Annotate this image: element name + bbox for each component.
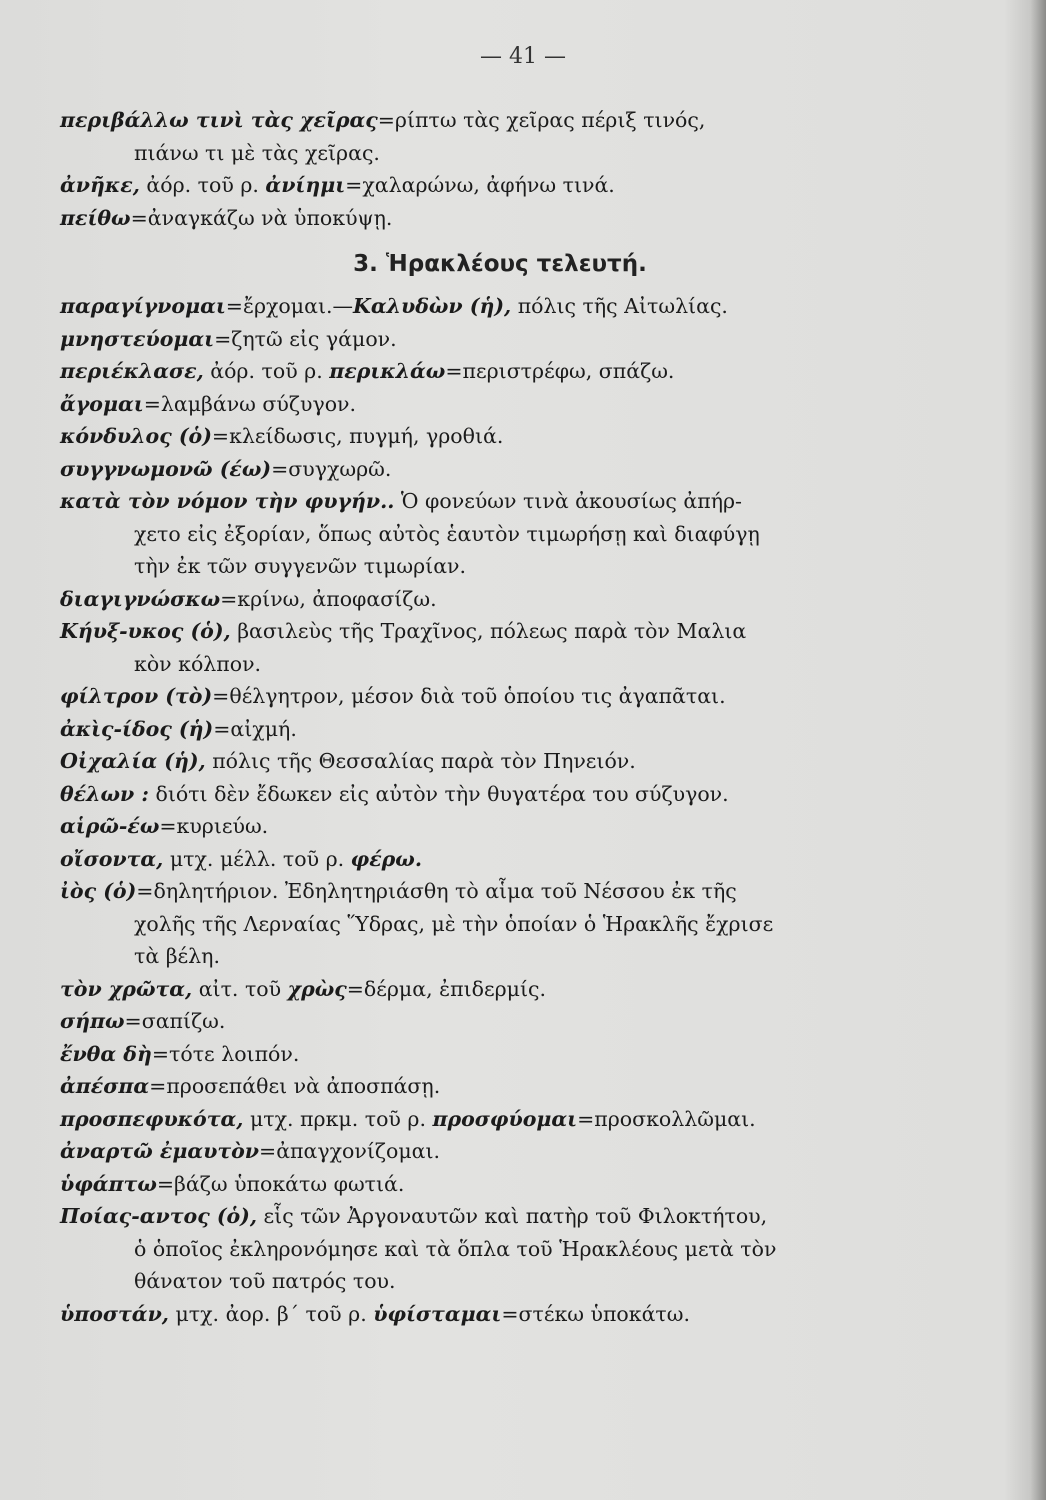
glossary-line: [60, 518, 940, 551]
definition: μτχ. μέλλ. τοῦ ρ.: [163, 846, 351, 871]
term: ἰὸς (ὁ): [60, 879, 137, 903]
glossary-line: [60, 843, 940, 876]
definition: τὴν ἐκ τῶν συγγενῶν τιμωρίαν.: [134, 554, 467, 578]
term: πείθω: [60, 205, 131, 230]
section-title: 3. Ἡρακλέους τελευτή.: [353, 251, 647, 277]
glossary-line: [60, 875, 940, 908]
term: μνηστεύομαι: [60, 326, 215, 351]
glossary-line: [60, 648, 940, 681]
definition: μτχ. πρκμ. τοῦ ρ.: [243, 1106, 433, 1131]
glossary-line: [60, 388, 940, 421]
term: θέλων :: [60, 781, 149, 806]
term: προσφύομαι: [432, 1106, 578, 1131]
definition: =ρίπτω τὰς χεῖρας πέριξ τινός,: [377, 108, 706, 132]
glossary-line: [60, 908, 940, 941]
term: ἄγομαι: [60, 391, 144, 416]
definition: =περιστρέφω, σπάζω.: [445, 359, 675, 383]
definition: διότι δὲν ἔδωκεν εἰς αὐτὸν τὴν θυγατέρα του σύζυγον.: [148, 781, 729, 806]
definition: πόλις τῆς Θεσσαλίας παρὰ τὸν Πηνειόν.: [205, 749, 636, 773]
term: ἀκὶς-ίδος (ἡ): [60, 716, 214, 741]
glossary-line: [60, 420, 940, 453]
glossary-line: [60, 453, 940, 486]
definition: =κυριεύω.: [159, 814, 269, 838]
term: φίλτρον (τὸ): [60, 684, 213, 708]
definition: μτχ. ἀορ. β΄ τοῦ ρ.: [168, 1301, 374, 1326]
term: ἀνῆκε,: [60, 173, 140, 197]
definition: =ζητῶ εἰς γάμον.: [214, 326, 397, 351]
definition: κὸν κόλπον.: [134, 651, 262, 676]
glossary-line: [60, 1265, 940, 1298]
glossary-line: [60, 104, 940, 137]
term: οἴσοντα,: [60, 846, 164, 871]
glossary-line: [60, 355, 940, 388]
definition: =κρίνω, ἀποφασίζω.: [220, 586, 437, 611]
definition: ὁ ὁποῖος ἐκληρονόμησε καὶ τὰ ὅπλα τοῦ Ἡρακλέους μετὰ τὸν: [134, 1236, 777, 1261]
glossary-line: [60, 615, 940, 648]
glossary-line: [60, 169, 940, 202]
definition: =δηλητήριον. Ἐδηλητηριάσθη τὸ αἷμα τοῦ Νέσσου ἐκ τῆς: [136, 879, 737, 903]
definition: =βάζω ὑποκάτω φωτιά.: [156, 1171, 405, 1196]
term: συγγνωμονῶ (έω): [60, 456, 272, 481]
definition: χολῆς τῆς Λερναίας Ὕδρας, μὲ τὴν ὁποίαν ὁ Ἡρακλῆς ἔχρισε: [134, 911, 774, 936]
glossary-line: [60, 485, 940, 518]
glossary-line: [60, 323, 940, 356]
glossary-line: [60, 1233, 940, 1266]
definition: =αἰχμή.: [213, 716, 297, 741]
definition: =χαλαρώνω, ἀφήνω τινά.: [345, 173, 615, 197]
glossary-line: [60, 1200, 940, 1233]
glossary-line: [60, 713, 940, 746]
definition: αἰτ. τοῦ: [192, 976, 288, 1001]
glossary-line: [60, 1168, 940, 1201]
term: περιέκλασε,: [60, 359, 204, 383]
term: Ποίας-αντος (ὁ),: [60, 1204, 258, 1228]
definition: ἀόρ. τοῦ ρ.: [203, 359, 330, 383]
glossary-line: [60, 1005, 940, 1038]
glossary-line: [60, 1070, 940, 1103]
definition: =προσεπάθει νὰ ἀποσπάσῃ.: [149, 1074, 441, 1098]
term: ὑποστάν,: [60, 1301, 169, 1326]
glossary-line: [60, 137, 940, 170]
definition: =ἔρχομαι.—: [225, 294, 353, 318]
definition: =ἀπαγχονίζομαι.: [259, 1139, 441, 1163]
definition: =τότε λοιπόν.: [151, 1041, 300, 1066]
glossary-line: [60, 1298, 940, 1331]
term: ἔνθα δὴ: [60, 1041, 152, 1066]
term: σήπω: [60, 1009, 125, 1033]
definition: =δέρμα, ἐπιδερμίς.: [346, 976, 547, 1001]
definition: =λαμβάνω σύζυγον.: [143, 391, 357, 416]
term: Κήυξ-υκος (ὁ),: [60, 619, 231, 643]
glossary-text: [60, 104, 940, 1330]
glossary-line: [60, 778, 940, 811]
term: ἀπέσπα: [60, 1074, 150, 1098]
page-number: — 41 —: [480, 44, 566, 69]
glossary-line: [60, 1038, 940, 1071]
definition: =συγχωρῶ.: [271, 456, 392, 481]
definition: Ὁ φονεύων τινὰ ἀκουσίως ἀπήρ-: [394, 489, 742, 513]
glossary-line: [60, 973, 940, 1006]
glossary-line: [60, 1135, 940, 1168]
glossary-line: [60, 290, 940, 323]
definition: εἷς τῶν Ἀργοναυτῶν καὶ πατὴρ τοῦ Φιλοκτήτου,: [257, 1204, 768, 1228]
glossary-entries: [60, 290, 940, 1330]
glossary-line: [60, 745, 940, 778]
definition: =στέκω ὑποκάτω.: [501, 1301, 690, 1326]
term: αἱρῶ-έω: [60, 814, 160, 838]
definition: ἀόρ. τοῦ ρ.: [139, 173, 266, 197]
term: προσπεφυκότα,: [60, 1106, 244, 1131]
term: περικλάω: [329, 359, 446, 383]
glossary-line: [60, 940, 940, 973]
term: χρὼς: [287, 976, 347, 1001]
term: διαγιγνώσκω: [60, 586, 221, 611]
term: Καλυδὼν (ἡ),: [353, 294, 512, 318]
term: ὑφίσταμαι: [373, 1301, 502, 1326]
definition: χετο εἰς ἐξορίαν, ὅπως αὐτὸς ἑαυτὸν τιμωρήσῃ καὶ διαφύγῃ: [134, 521, 760, 546]
definition: τὰ βέλη.: [134, 944, 220, 968]
term: τὸν χρῶτα,: [60, 976, 193, 1001]
term: κόνδυλος (ὁ): [60, 424, 212, 448]
term: παραγίγνομαι: [60, 294, 226, 318]
term: ἀνίημι: [265, 173, 346, 197]
term: περιβάλλω τινὶ τὰς χεῖρας: [60, 108, 378, 132]
definition: =κλείδωσις, πυγμή, γροθιά.: [211, 424, 504, 448]
glossary-line: [60, 680, 940, 713]
glossary-line: [60, 550, 940, 583]
glossary-line: [60, 1103, 940, 1136]
term: Οἰχαλία (ἡ),: [60, 749, 206, 773]
term: ἀναρτῶ ἐμαυτὸν: [60, 1139, 260, 1163]
definition: θάνατον τοῦ πατρός του.: [134, 1269, 396, 1293]
definition: =ἀναγκάζω νὰ ὑποκύψῃ.: [130, 205, 393, 230]
definition: βασιλεὺς τῆς Τραχῖνος, πόλεως παρὰ τὸν Μαλια: [230, 619, 747, 643]
term: κατὰ τὸν νόμον τὴν φυγήν..: [60, 489, 395, 513]
definition: =προσκολλῶμαι.: [577, 1106, 756, 1131]
definition: =σαπίζω.: [124, 1009, 226, 1033]
term: ὑφάπτω: [60, 1171, 157, 1196]
glossary-line: [60, 810, 940, 843]
glossary-line: [60, 583, 940, 616]
definition: πιάνω τι μὲ τὰς χεῖρας.: [134, 140, 380, 165]
definition: πόλις τῆς Αἰτωλίας.: [511, 294, 728, 318]
definition: =θέλγητρον, μέσον διὰ τοῦ ὁποίου τις ἀγαπᾶται.: [212, 684, 726, 708]
term: φέρω.: [350, 846, 422, 871]
glossary-line: [60, 202, 940, 235]
